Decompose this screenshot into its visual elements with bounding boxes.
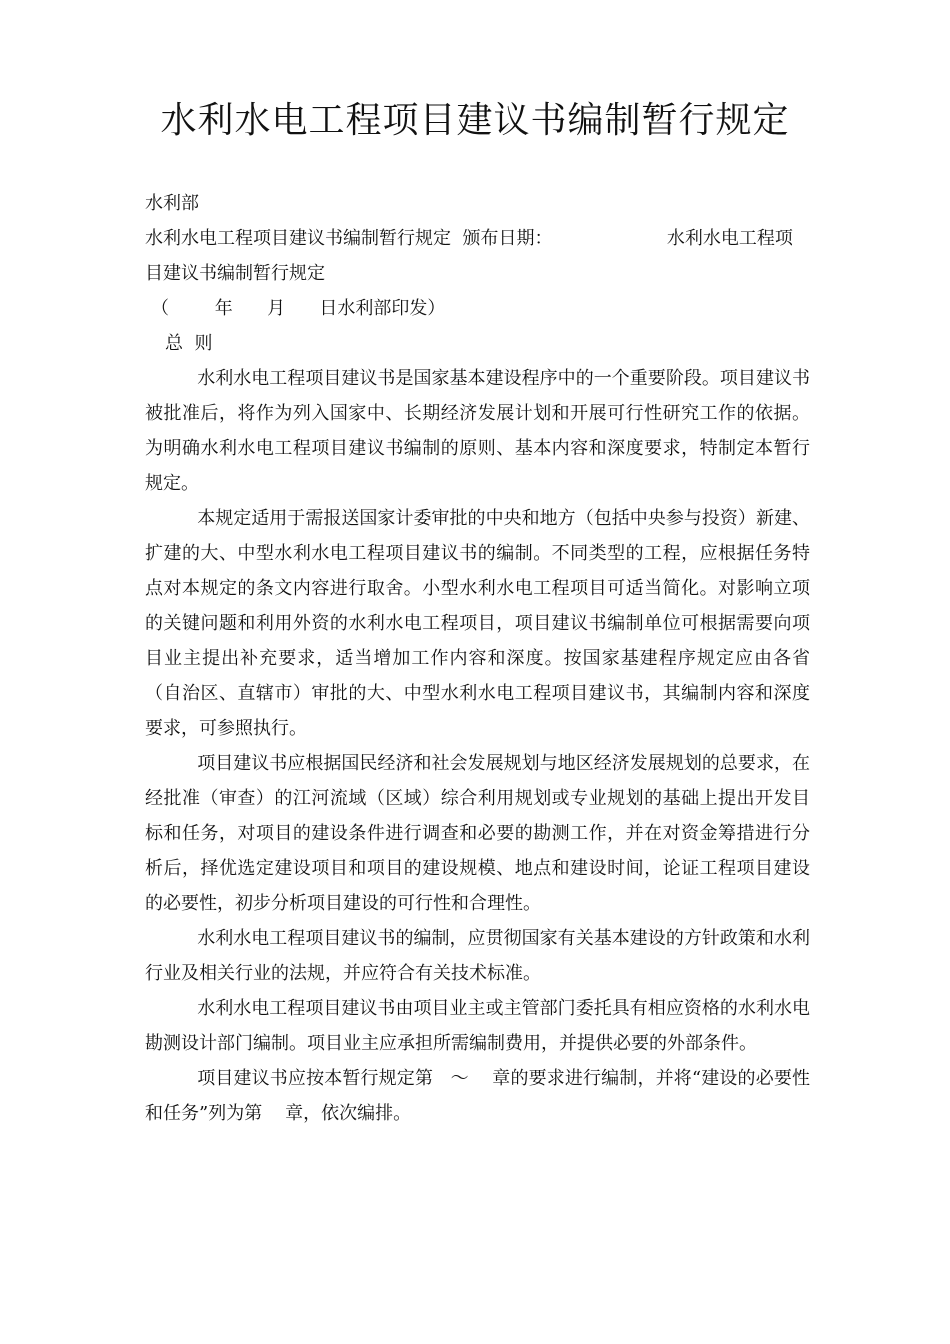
issue-date-line: （ 年 月 日水利部印发）: [151, 298, 446, 319]
issue-info-line-continued: 目建议书编制暂行规定: [145, 263, 325, 284]
document-body: [145, 186, 810, 1131]
document-title: 水利水电工程项目建议书编制暂行规定: [160, 100, 790, 141]
paragraph-5: 水利水电工程项目建议书由项目业主或主管部门委托具有相应资格的水利水电勘测设计部门编制。项目业主应承担所需编制费用，并提供必要的外部条件。: [145, 998, 810, 1054]
issue-info-line: 水利水电工程项目建议书编制暂行规定 颁布日期： 水利水电工程项: [145, 228, 793, 249]
paragraph-1: 水利水电工程项目建议书是国家基本建设程序中的一个重要阶段。项目建议书被批准后，将作为列入国家中、长期经济发展计划和开展可行性研究工作的依据。为明确水利水电工程项目建议书编制的原则、基本内容和深度要求，特制定本暂行规定。: [145, 368, 810, 494]
paragraph-4: 水利水电工程项目建议书的编制，应贯彻国家有关基本建设的方针政策和水利行业及相关行业的法规，并应符合有关技术标准。: [145, 928, 810, 984]
section-heading: 总 则: [165, 333, 213, 354]
paragraph-3: 项目建议书应根据国民经济和社会发展规划与地区经济发展规划的总要求，在经批准（审查）的江河流域（区域）综合利用规划或专业规划的基础上提出开发目标和任务，对项目的建设条件进行调查和必要的勘测工作，并在对资金筹措进行分析后，择优选定建设项目和项目的建设规模、地点和建设时间，论证工程项目建设的必要性，初步分析项目建设的可行性和合理性。: [145, 753, 810, 914]
paragraph-6: 项目建议书应按本暂行规定第 ～ 章的要求进行编制，并将“建设的必要性和任务”列为第 章，依次编排。: [145, 1068, 810, 1124]
paragraph-2: 本规定适用于需报送国家计委审批的中央和地方（包括中央参与投资）新建、扩建的大、中型水利水电工程项目建议书的编制。不同类型的工程，应根据任务特点对本规定的条文内容进行取舍。小型水利水电工程项目可适当简化。对影响立项的关键问题和利用外资的水利水电工程项目，项目建议书编制单位可根据需要向项目业主提出补充要求，适当增加工作内容和深度。按国家基建程序规定应由各省（自治区、直辖市）审批的大、中型水利水电工程项目建议书，其编制内容和深度要求，可参照执行。: [145, 508, 810, 739]
issuer-line: 水利部: [145, 193, 199, 214]
